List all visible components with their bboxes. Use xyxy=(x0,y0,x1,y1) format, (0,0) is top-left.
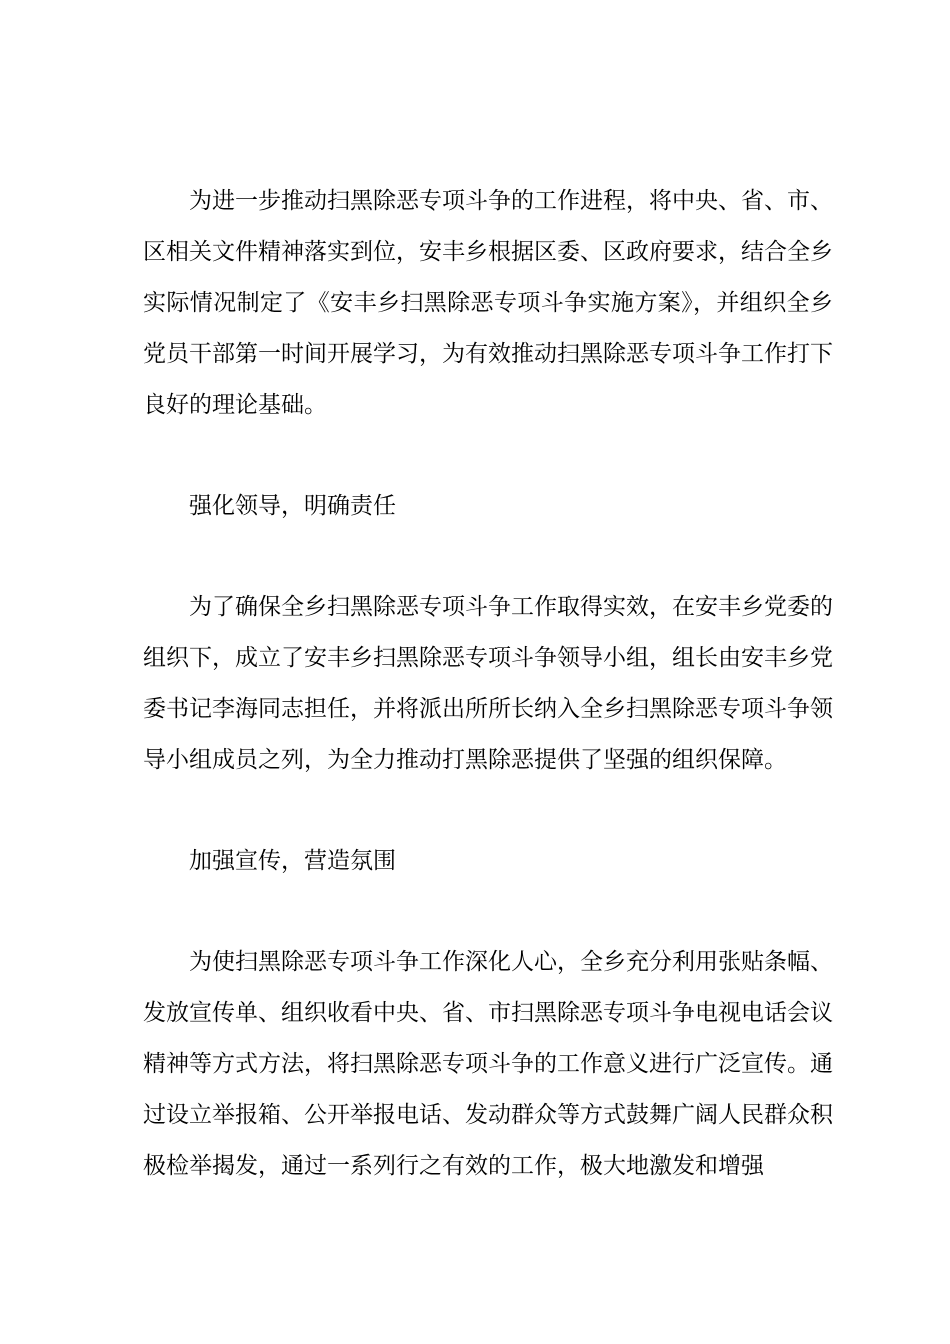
section-heading-publicity: 加强宣传，营造氛围 xyxy=(189,848,396,874)
paragraph-leadership: 为了确保全乡扫黑除恶专项斗争工作取得实效，在安丰乡党委的组织下，成立了安丰乡扫黑除恶专项斗争领导小组，组长由安丰乡党委书记李海同志担任，并将派出所所长纳入全乡扫黑除恶专项斗争领导小组成员之列，为全力推动打黑除恶提供了坚强的组织保障。 xyxy=(143,594,833,773)
document-body xyxy=(143,176,833,1192)
paragraph-intro: 为进一步推动扫黑除恶专项斗争的工作进程，将中央、省、市、区相关文件精神落实到位，安丰乡根据区委、区政府要求，结合全乡实际情况制定了《安丰乡扫黑除恶专项斗争实施方案》，并组织全乡党员干部第一时间开展学习，为有效推动扫黑除恶专项斗争工作打下良好的理论基础。 xyxy=(143,188,833,418)
paragraph-publicity: 为使扫黑除恶专项斗争工作深化人心，全乡充分利用张贴条幅、发放宣传单、组织收看中央、省、市扫黑除恶专项斗争电视电话会议精神等方式方法，将扫黑除恶专项斗争的工作意义进行广泛宣传。通过设立举报箱、公开举报电话、发动群众等方式鼓舞广阔人民群众积极检举揭发，通过一系列行之有效的工作，极大地激发和增强 xyxy=(143,949,833,1179)
section-heading-leadership: 强化领导，明确责任 xyxy=(189,493,396,519)
